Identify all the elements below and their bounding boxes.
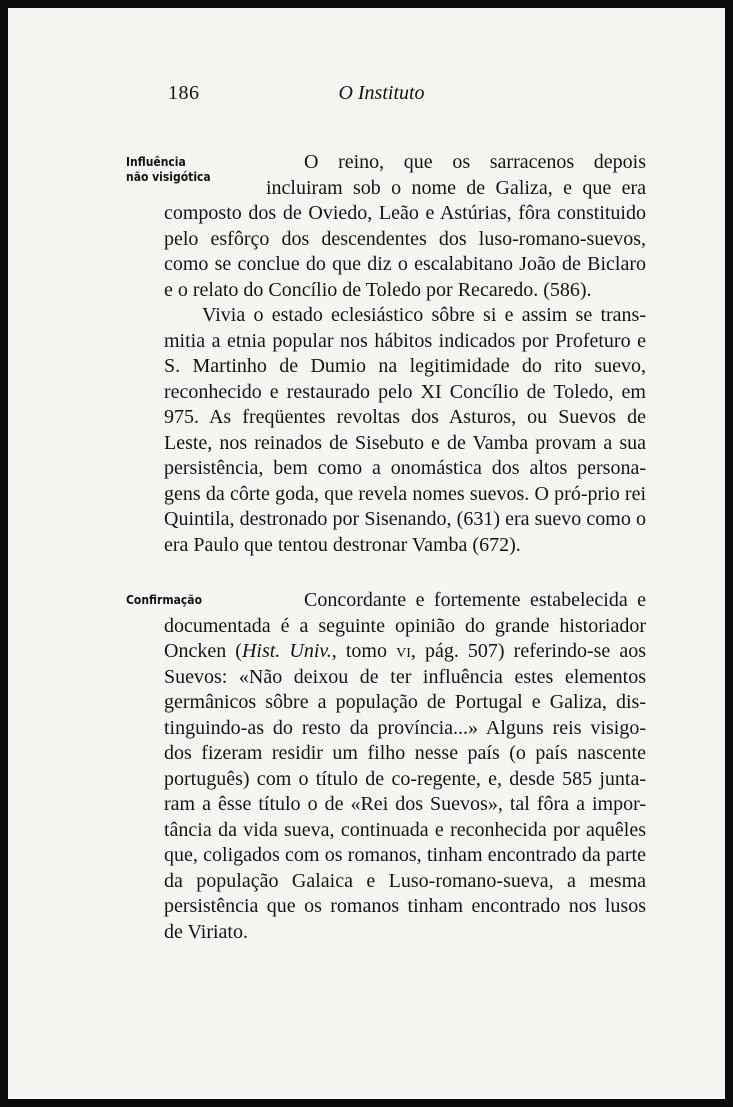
running-title: O Instituto [338, 82, 425, 104]
section-confirmacao [126, 588, 647, 945]
paragraph-2: Vivia o estado eclesiástico sôbre si e assim se trans-mitia a etnia popular nos hábitos indicados por Profeturo e S. Martinho de Dumio na legitimidade do rito suevo, reconhecido e restaurado pelo XI Concílio de Toledo, em 975. As freqüentes revoltas dos Asturos, ou Suevos de Leste, nos reinados de Sisebuto e de Vamba provam a sua persistência, bem como a onomástica dos altos persona-gens da côrte goda, que revela nomes suevos. O pró-prio rei Quintila, destronado por Sisenando, (631) era suevo como o era Paulo que tentou destronar Vamba (672). [164, 304, 646, 556]
book-page [8, 8, 725, 1099]
paragraph-3-start: Concordante e fortemente estabelecida e documentada é a seguinte opinião do grande historiador Oncken ( [164, 589, 646, 662]
paragraph-3-mid: tomo [336, 640, 397, 662]
paragraph-1: O reino, que os sarracenos depois incluiram sob o nome de Galiza, e que era composto dos de Oviedo, Leão e Astúrias, fôra constituido pelo esfôrço dos descendentes dos luso-romano-suevos, como se conclue do que diz o escalabitano João de Biclaro e o relato do Concílio de Toledo por Recaredo. (586). [164, 151, 646, 301]
section-influencia [126, 150, 646, 558]
margin-note-influencia [126, 155, 266, 185]
citation-volume: vi [396, 640, 411, 662]
paragraph-3-end: , pág. 507) referindo-se aos Suevos: «Não deixou de ter influência estes elementos germânicos sôbre a população de Portugal e Galiza, dis-tinguindo-as do resto da província...» Alguns reis visigo-dos fizeram residir um filho nesse país (o país nascente português) com o título de co-regente, e, desde 585 junta-ram a êsse título o de «Rei dos Suevos», tal fôra a impor-tância da vida sueva, continuada e reconhecida por aquêles que, coligados com os romanos, tinham encontrado da parte da população Galaica e Luso-romano-sueva, a mesma persistência que os romanos tinham encontrado nos lusos de Viriato. [164, 640, 647, 943]
citation-title: Hist. Univ., [241, 640, 337, 662]
margin-note-line-1: Influência [126, 155, 186, 169]
margin-note-line-2: não visigótica [126, 170, 211, 184]
margin-note-confirmacao: Confirmação [126, 593, 202, 607]
page-number: 186 [168, 82, 200, 104]
